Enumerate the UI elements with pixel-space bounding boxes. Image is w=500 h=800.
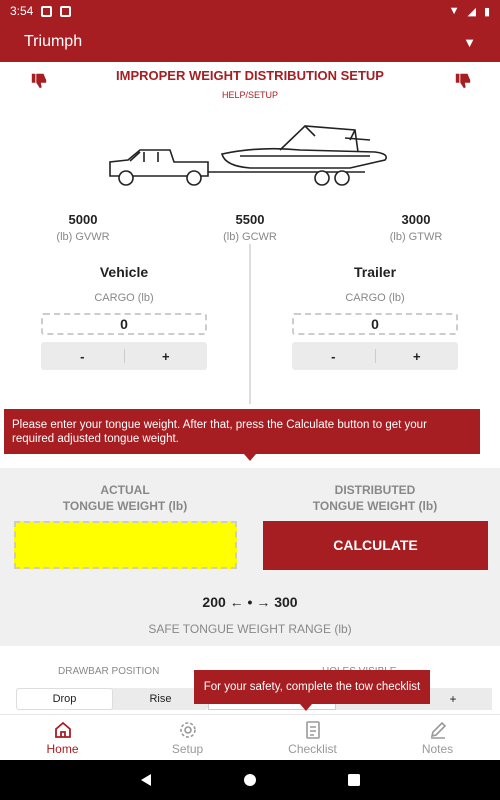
gvwr-stat: [28, 212, 138, 243]
nav-notes-label: Notes: [421, 741, 454, 756]
checklist-tooltip[interactable]: For your safety, complete the tow checklist: [194, 670, 430, 704]
vehicle-cargo-input[interactable]: 0: [41, 313, 207, 335]
column-divider: [249, 244, 251, 404]
safe-range-values: 200 ← • → 300: [202, 594, 298, 610]
nav-home-label: Home: [46, 741, 79, 756]
tooltip-arrow: [244, 454, 256, 461]
drawbar-position-toggle: [16, 688, 208, 710]
gvwr-label: (lb) GVWR: [56, 231, 110, 243]
app-bar: [0, 22, 500, 62]
gtwr-label: (lb) GTWR: [389, 231, 443, 243]
system-navigation-bar: [0, 760, 500, 800]
gcwr-stat: [195, 212, 305, 243]
trailer-cargo-stepper: [292, 342, 458, 370]
calculate-button[interactable]: CALCULATE: [263, 521, 488, 570]
actual-heading-line1: ACTUAL: [100, 483, 150, 497]
battery-icon: ▮: [483, 5, 490, 18]
vehicle-cargo-label: CARGO (lb): [94, 292, 154, 304]
nav-home[interactable]: [0, 715, 125, 760]
distributed-tongue-weight-heading: [265, 482, 485, 514]
app-notification-icon: [41, 6, 52, 17]
drawbar-position-label: DRAWBAR POSITION: [58, 666, 160, 677]
sd-card-icon: [60, 6, 71, 17]
nav-notes[interactable]: [375, 715, 500, 760]
home-icon: [53, 720, 73, 740]
actual-tongue-weight-heading: [15, 482, 235, 514]
tongue-weight-section: [0, 468, 500, 646]
trailer-title: Trailer: [353, 264, 397, 280]
setup-status-title: IMPROPER WEIGHT DISTRIBUTION SETUP: [116, 68, 384, 83]
vehicle-selector-label[interactable]: Triumph: [24, 33, 83, 50]
gear-icon: [178, 720, 198, 740]
chevron-down-icon[interactable]: ▼: [463, 34, 476, 50]
trailer-cargo-label: CARGO (lb): [345, 292, 405, 304]
nav-checklist-label: Checklist: [288, 741, 337, 756]
trailer-cargo-increment-button[interactable]: +: [412, 348, 421, 364]
wifi-icon: ▼: [448, 5, 460, 17]
status-time: 3:54: [10, 4, 34, 18]
nav-checklist[interactable]: [250, 715, 375, 760]
actual-heading-line2: TONGUE WEIGHT (lb): [62, 499, 188, 513]
status-bar: [0, 0, 500, 22]
rise-option[interactable]: Rise: [149, 693, 172, 705]
vehicle-cargo-stepper: [41, 342, 207, 370]
pencil-icon: [428, 720, 448, 740]
tooltip-arrow: [300, 704, 312, 711]
safe-range-label: SAFE TONGUE WEIGHT RANGE (lb): [148, 622, 352, 636]
gcwr-label: (lb) GCWR: [223, 231, 277, 243]
distributed-heading-line2: TONGUE WEIGHT (lb): [312, 499, 438, 513]
back-icon[interactable]: [139, 773, 153, 787]
actual-tongue-weight-input[interactable]: [14, 521, 237, 569]
trailer-cargo-decrement-button[interactable]: -: [331, 348, 336, 364]
bottom-navigation: [0, 714, 500, 760]
tow-vehicle-illustration: [100, 116, 400, 196]
help-setup-link[interactable]: HELP/SETUP: [221, 90, 279, 100]
drop-option[interactable]: Drop: [16, 688, 113, 710]
holes-increment-button[interactable]: +: [449, 692, 457, 706]
trailer-cargo-input[interactable]: 0: [292, 313, 458, 335]
nav-setup-label: Setup: [171, 741, 204, 756]
gvwr-value: 5000: [68, 212, 98, 227]
home-circle-icon[interactable]: [243, 773, 257, 787]
nav-setup[interactable]: [125, 715, 250, 760]
checklist-icon: [303, 720, 323, 740]
gtwr-stat: [361, 212, 471, 243]
gtwr-value: 3000: [401, 212, 431, 227]
gcwr-value: 5500: [235, 212, 265, 227]
tongue-weight-tooltip[interactable]: Please enter your tongue weight. After that, press the Calculate button to get your required adjusted tongue weight.: [4, 409, 480, 454]
vehicle-title: Vehicle: [99, 264, 149, 280]
vehicle-cargo-increment-button[interactable]: +: [161, 348, 170, 364]
recents-icon[interactable]: [347, 773, 361, 787]
distributed-heading-line1: DISTRIBUTED: [334, 483, 416, 497]
vehicle-cargo-decrement-button[interactable]: -: [80, 348, 85, 364]
signal-icon: ◢: [467, 5, 476, 18]
